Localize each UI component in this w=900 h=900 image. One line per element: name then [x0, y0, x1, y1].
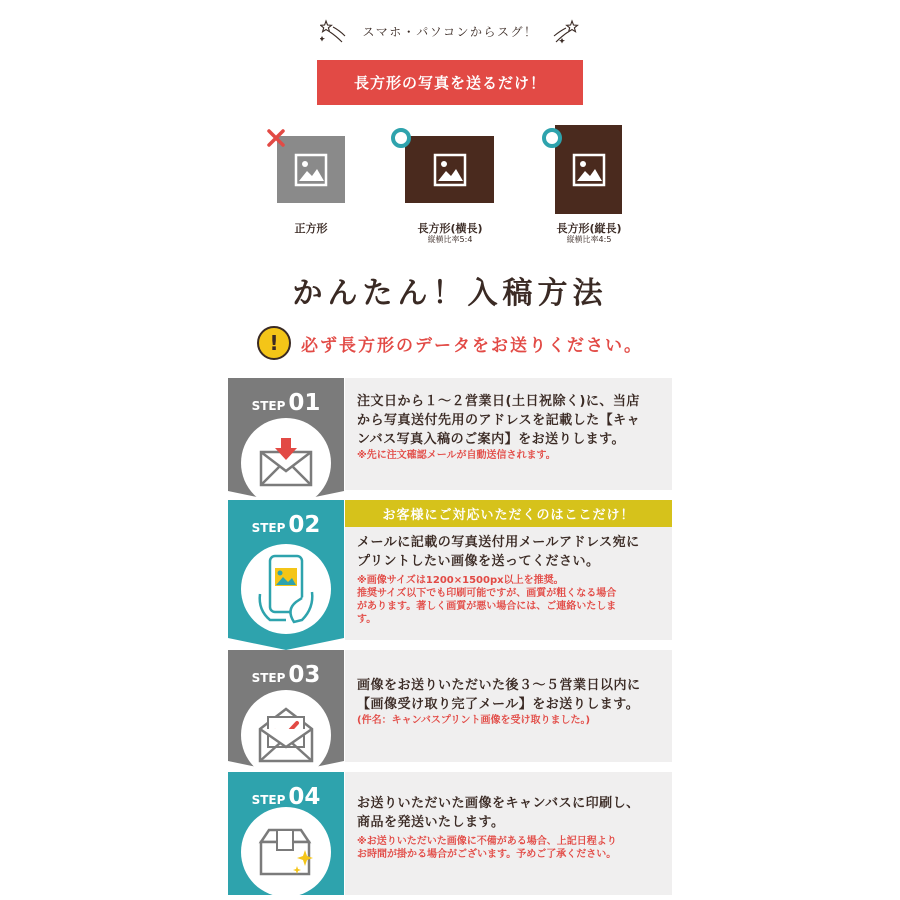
step-text — [357, 676, 662, 714]
step-note: ※先に注文確認メールが自動送信されます。 — [357, 450, 556, 461]
step-04-content — [345, 772, 672, 895]
step-01-content — [345, 378, 672, 490]
step-02-content — [345, 527, 672, 640]
sample-label: 正方形 — [294, 222, 328, 235]
step-line: メールに記載の写真送付用メールアドレス宛に — [357, 535, 640, 550]
step-line: 注文日から１～２営業日(土日祝除く)に、当店 — [357, 394, 640, 409]
step-note — [357, 835, 662, 861]
step-line: 【画像受け取り完了メール】をお送りします。 — [357, 697, 640, 712]
step-word: STEP — [251, 521, 286, 535]
tagline-text: スマホ・パソコンからスグ！ — [362, 24, 538, 39]
image-icon — [572, 153, 606, 187]
envelope-check-icon — [255, 705, 317, 765]
step-word: STEP — [251, 671, 286, 685]
step-word: STEP — [251, 793, 286, 807]
note-line: があります。著しく画質が悪い場合には、ご連絡いたしま — [357, 601, 617, 612]
smartphone-photo-icon — [256, 554, 316, 624]
note-line: お時間が掛かる場合がございます。予めご了承ください。 — [357, 849, 617, 860]
note-line: ※お送りいただいた画像に不備がある場合、上記日程より — [357, 836, 617, 847]
sample-square — [277, 136, 345, 203]
step-03-content — [345, 650, 672, 762]
sample-label: 長方形(横長) — [417, 222, 483, 235]
step-text — [357, 533, 662, 571]
warning-text: 必ず長方形のデータをお送りください。 — [301, 335, 643, 356]
step-line: から写真送付先用のアドレスを記載した【キャ — [357, 413, 641, 428]
sample-portrait — [555, 125, 622, 214]
step-03-badge — [228, 650, 344, 763]
note-line: す。 — [357, 614, 377, 625]
step-note — [357, 574, 662, 626]
exclamation-icon: ! — [257, 326, 291, 360]
step-line: 画像をお送りいただいた後３～５営業日以内に — [357, 678, 641, 693]
step-number: 03 — [288, 662, 321, 688]
note-line: 推奨サイズ以下でも印刷可能ですが、画質が粗くなる場合 — [357, 588, 617, 599]
box-sparkle-icon — [255, 824, 317, 880]
step-line: ンバス写真入稿のご案内】をお送りします。 — [357, 432, 626, 447]
circle-mark-icon — [542, 128, 562, 148]
sample-label: 長方形(縦長) — [556, 222, 622, 235]
step-icon-circle — [241, 418, 331, 508]
shooting-star-icon — [320, 18, 348, 44]
step-line: お送りいただいた画像をキャンバスに印刷し、 — [357, 796, 640, 811]
image-icon — [433, 153, 467, 187]
step-number: 01 — [288, 390, 321, 416]
sample-landscape — [405, 136, 494, 203]
sample-ratio: 縦横比率4:5 — [566, 235, 612, 244]
step-line: プリントしたい画像を送ってください。 — [357, 554, 600, 569]
step-text — [357, 392, 662, 449]
warning-notice — [0, 325, 900, 361]
page-title: かんたん！入稿方法 — [292, 276, 608, 311]
step-04-badge — [228, 772, 344, 895]
step-line: 商品を発送いたします。 — [357, 815, 505, 830]
step-02-badge — [228, 500, 344, 640]
step-note: (件名：キャンバスプリント画像を受け取りました。) — [357, 715, 591, 726]
circle-mark-icon — [391, 128, 411, 148]
highlight-banner: お客様にご対応いただくのはここだけ！ — [345, 500, 672, 527]
sample-ratio: 縦横比率5:4 — [427, 235, 473, 244]
step-icon-circle — [241, 690, 331, 780]
image-icon — [294, 153, 328, 187]
step-icon-circle — [241, 807, 331, 897]
step-text — [357, 794, 662, 832]
step-word: STEP — [251, 399, 286, 413]
photo-banner: 長方形の写真を送るだけ！ — [317, 60, 583, 105]
cross-mark-icon — [266, 128, 286, 148]
step-icon-circle — [241, 544, 331, 634]
step-number: 02 — [288, 512, 321, 538]
envelope-download-icon — [257, 438, 315, 488]
tagline — [0, 18, 900, 44]
step-01-badge — [228, 378, 344, 493]
note-line: ※画像サイズは1200×1500px以上を推奨。 — [357, 575, 564, 586]
step-number: 04 — [288, 784, 321, 810]
shooting-star-icon — [552, 18, 580, 44]
